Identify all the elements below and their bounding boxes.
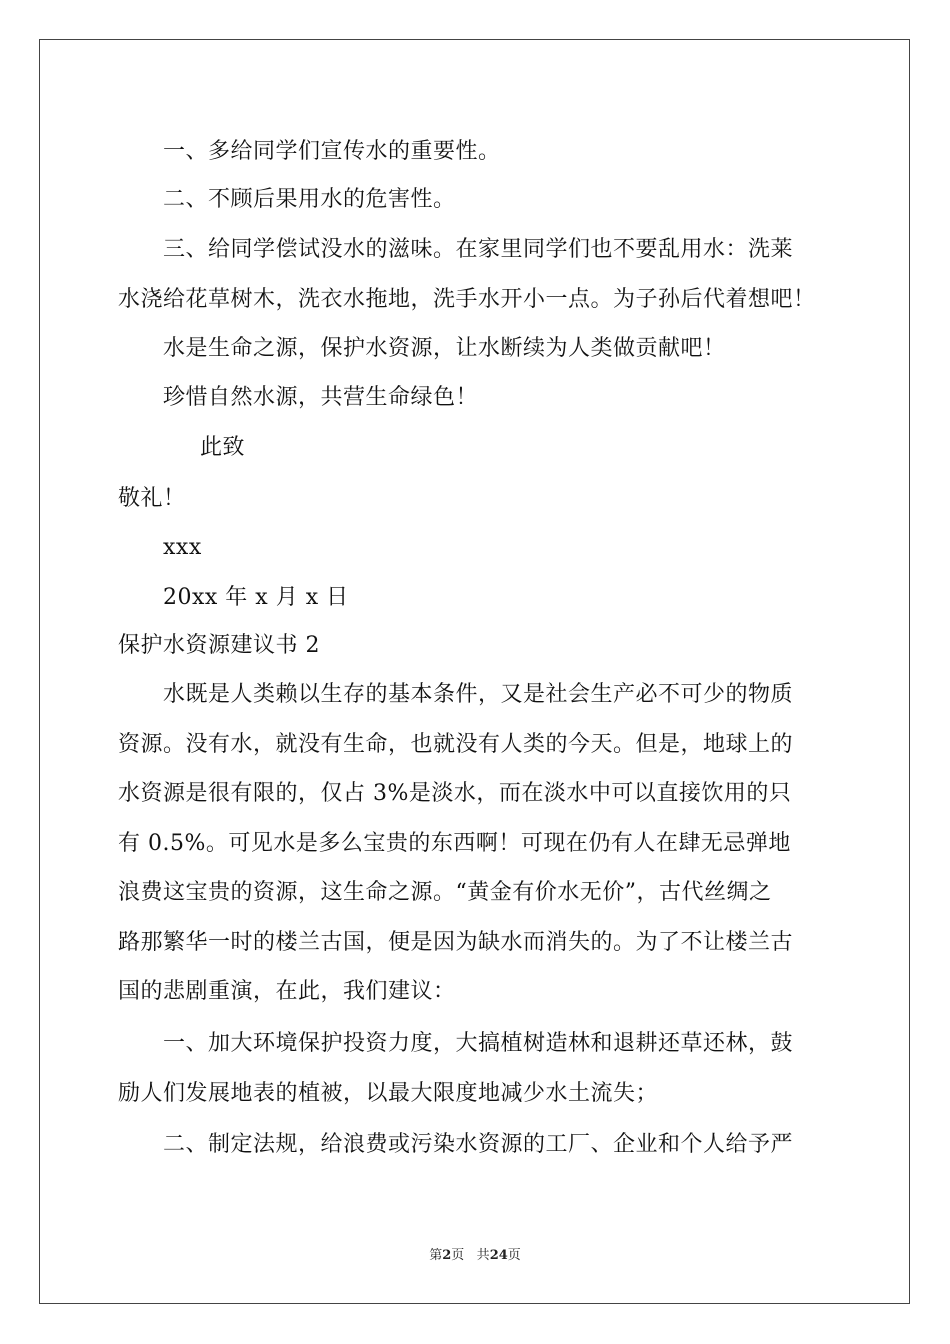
signature-name: xxx <box>163 535 202 560</box>
salutation-line: 敬礼！ <box>118 486 186 511</box>
footer-total-prefix: 共 <box>476 1248 490 1263</box>
section-title: 保护水资源建议书 2 <box>118 633 320 658</box>
text-line: 水是生命之源，保护水资源，让水断续为人类做贡献吧！ <box>163 336 726 361</box>
page-footer <box>0 1248 950 1264</box>
text-line: 有 0.5%。可见水是多么宝贵的东西啊！可现在仍有人在肆无忌弹地 <box>118 831 791 856</box>
text-line: 珍惜自然水源，共营生命绿色！ <box>163 385 479 410</box>
text-line: 路那繁华一时的楼兰古国，便是因为缺水而消失的。为了不让楼兰古 <box>118 930 794 955</box>
footer-page-suffix: 页 <box>451 1248 465 1263</box>
footer-total-number: 24 <box>489 1248 508 1263</box>
footer-total-suffix: 页 <box>507 1248 521 1263</box>
footer-page-number: 2 <box>442 1248 452 1263</box>
text-line: 二、制定法规，给浪费或污染水资源的工厂、企业和个人给予严 <box>163 1132 794 1157</box>
text-line: 励人们发展地表的植被，以最大限度地减少水土流失； <box>118 1081 659 1106</box>
text-line: 国的悲剧重演，在此，我们建议： <box>118 979 456 1004</box>
text-line: 浪费这宝贵的资源，这生命之源。“黄金有价水无价”，古代丝绸之 <box>118 880 772 905</box>
signature-date: 20xx 年 x 月 x 日 <box>163 585 349 610</box>
text-line: 一、加大环境保护投资力度，大搞植树造林和退耕还草还林，鼓 <box>163 1031 794 1056</box>
text-line: 水浇给花草树木，洗衣水拖地，洗手水开小一点。为子孙后代着想吧！ <box>118 287 816 312</box>
text-line: 资源。没有水，就没有生命，也就没有人类的今天。但是，地球上的 <box>118 732 794 757</box>
text-line: 二、不顾后果用水的危害性。 <box>163 187 456 212</box>
text-line: 一、多给同学们宣传水的重要性。 <box>163 139 501 164</box>
footer-page-prefix: 第 <box>429 1248 443 1263</box>
salutation-line: 此致 <box>200 435 246 460</box>
text-line: 三、给同学偿试没水的滋味。在家里同学们也不要乱用水：洗莱 <box>163 237 794 262</box>
page-frame <box>39 39 910 1304</box>
text-line: 水资源是很有限的，仅占 3%是淡水，而在淡水中可以直接饮用的只 <box>118 781 792 806</box>
text-line: 水既是人类赖以生存的基本条件，又是社会生产必不可少的物质 <box>163 682 794 707</box>
